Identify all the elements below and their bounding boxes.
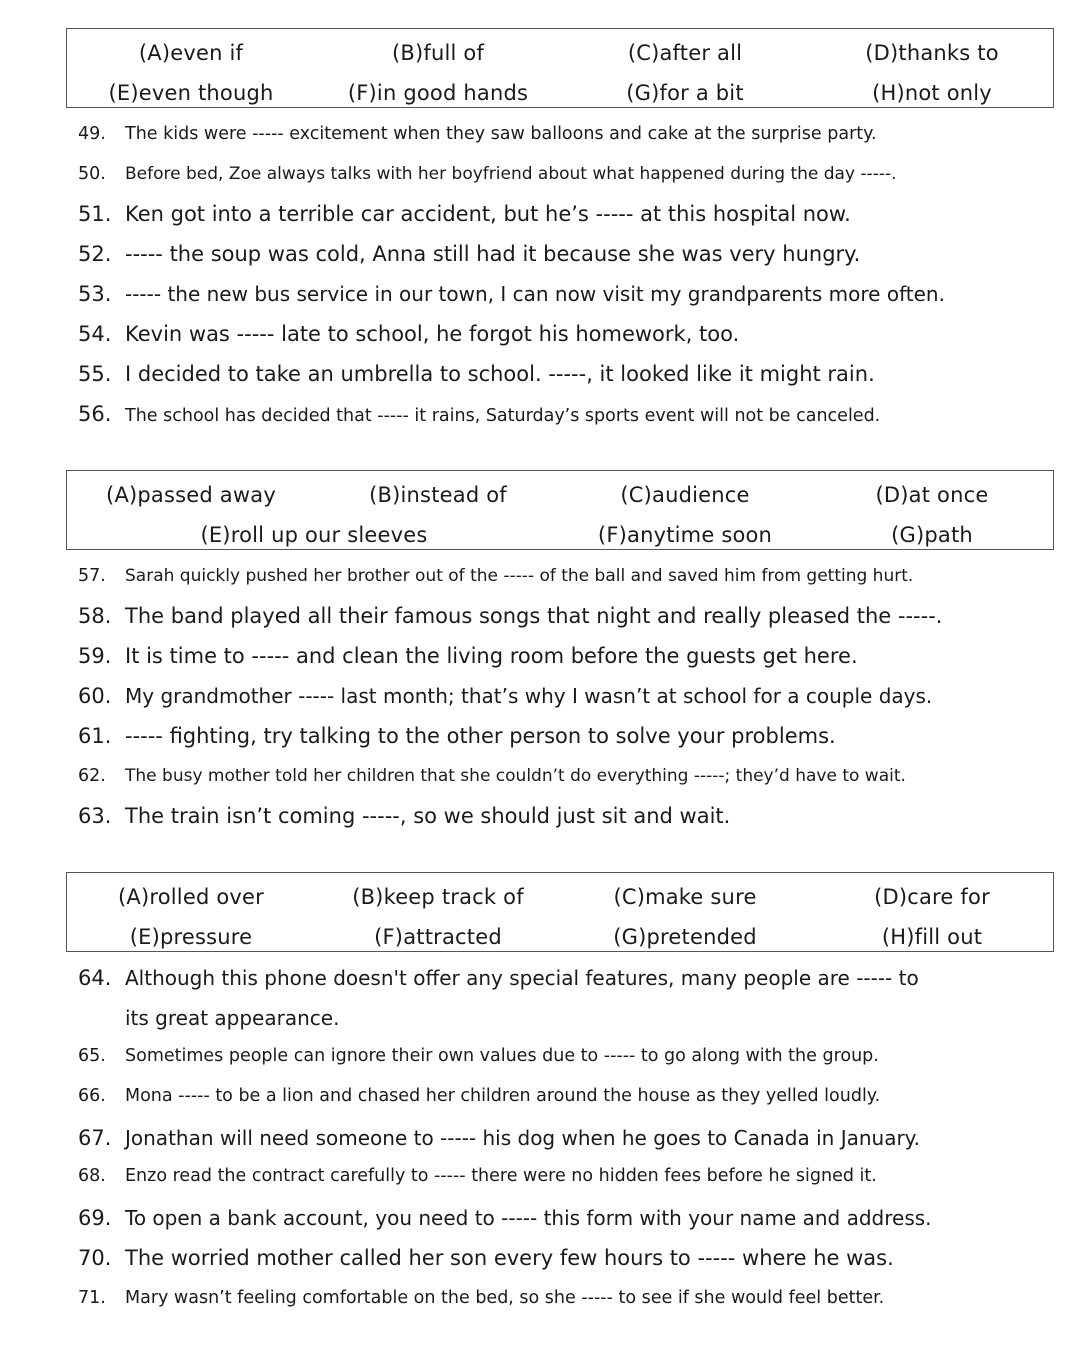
question-text: The school has decided that ----- it rains, Saturday’s sports event will not be canceled. bbox=[125, 406, 881, 426]
question-65 bbox=[78, 1046, 879, 1066]
question-number: 59. bbox=[78, 644, 112, 668]
question-56 bbox=[78, 402, 880, 426]
question-53 bbox=[78, 282, 945, 306]
question-63 bbox=[78, 804, 730, 828]
option-a: (A)passed away bbox=[106, 483, 276, 507]
question-number: 55. bbox=[78, 362, 112, 386]
option-h: (H)fill out bbox=[881, 925, 983, 949]
question-70 bbox=[78, 1246, 894, 1270]
question-number: 69. bbox=[78, 1206, 112, 1230]
question-66 bbox=[78, 1086, 880, 1106]
question-number: 56. bbox=[78, 402, 112, 426]
question-text: Mona ----- to be a lion and chased her children around the house as they yelled loudly. bbox=[125, 1086, 881, 1106]
question-number: 70. bbox=[78, 1246, 112, 1270]
question-60 bbox=[78, 684, 932, 708]
question-number: 61. bbox=[78, 724, 112, 748]
option-b: (B)keep track of bbox=[352, 885, 524, 909]
option-c: (C)make sure bbox=[613, 885, 757, 909]
question-text: Sometimes people can ignore their own values due to ----- to go along with the group. bbox=[125, 1046, 879, 1066]
question-text: its great appearance. bbox=[125, 1006, 340, 1030]
question-text: Enzo read the contract carefully to ----- there were no hidden fees before he signed it. bbox=[125, 1166, 877, 1186]
question-text: Ken got into a terrible car accident, but he’s ----- at this hospital now. bbox=[125, 202, 851, 226]
option-d: (D)at once bbox=[875, 483, 989, 507]
option-a: (A)even if bbox=[138, 41, 244, 65]
question-text: Mary wasn’t feeling comfortable on the bed, so she ----- to see if she would feel better. bbox=[125, 1288, 885, 1308]
question-text: Although this phone doesn't offer any special features, many people are ----- to bbox=[125, 966, 919, 990]
option-e: (E)roll up our sleeves bbox=[200, 523, 428, 547]
option-h: (H)not only bbox=[872, 81, 992, 105]
question-59 bbox=[78, 644, 858, 668]
question-number: 54. bbox=[78, 322, 112, 346]
question-text: The worried mother called her son every few hours to ----- where he was. bbox=[125, 1246, 894, 1270]
question-text: ----- the soup was cold, Anna still had it because she was very hungry. bbox=[125, 242, 861, 266]
question-text: ----- fighting, try talking to the other person to solve your problems. bbox=[125, 724, 836, 748]
question-62 bbox=[78, 766, 906, 786]
question-text: My grandmother ----- last month; that’s why I wasn’t at school for a couple days. bbox=[125, 684, 933, 708]
question-number: 53. bbox=[78, 282, 112, 306]
question-67 bbox=[78, 1126, 920, 1150]
question-text: Before bed, Zoe always talks with her boyfriend about what happened during the day -----. bbox=[125, 164, 897, 184]
question-55 bbox=[78, 362, 875, 386]
question-number: 67. bbox=[78, 1126, 112, 1150]
question-text: ----- the new bus service in our town, I can now visit my grandparents more often. bbox=[125, 282, 945, 306]
option-f: (F)attracted bbox=[374, 925, 502, 949]
option-e: (E)pressure bbox=[129, 925, 253, 949]
question-number: 65. bbox=[78, 1046, 106, 1066]
option-a: (A)rolled over bbox=[118, 885, 264, 909]
word-bank-box-1 bbox=[66, 28, 1054, 108]
word-bank-box-3 bbox=[66, 872, 1054, 952]
question-number: 62. bbox=[78, 766, 106, 786]
option-e: (E)even though bbox=[108, 81, 274, 105]
option-f: (F)anytime soon bbox=[597, 523, 773, 547]
question-number: 66. bbox=[78, 1086, 106, 1106]
question-text: To open a bank account, you need to ----- this form with your name and address. bbox=[125, 1206, 932, 1230]
question-text: I decided to take an umbrella to school. -----, it looked like it might rain. bbox=[125, 362, 875, 386]
question-64-continuation bbox=[78, 1006, 339, 1030]
question-number: 49. bbox=[78, 124, 106, 144]
option-c: (C)audience bbox=[620, 483, 750, 507]
question-text: It is time to ----- and clean the living room before the guests get here. bbox=[125, 644, 858, 668]
question-number: 57. bbox=[78, 566, 106, 586]
question-number: 50. bbox=[78, 164, 106, 184]
question-68 bbox=[78, 1166, 877, 1186]
question-text: Sarah quickly pushed her brother out of the ----- of the ball and saved him from getting hurt. bbox=[125, 566, 914, 586]
question-50 bbox=[78, 164, 897, 184]
option-d: (D)thanks to bbox=[865, 41, 999, 65]
question-text: The band played all their famous songs that night and really pleased the -----. bbox=[125, 604, 943, 628]
question-57 bbox=[78, 566, 913, 586]
question-71 bbox=[78, 1288, 884, 1308]
option-c: (C)after all bbox=[627, 41, 743, 65]
option-g: (G)for a bit bbox=[626, 81, 744, 105]
question-number: 63. bbox=[78, 804, 112, 828]
option-b: (B)full of bbox=[391, 41, 485, 65]
question-number: 58. bbox=[78, 604, 112, 628]
option-f: (F)in good hands bbox=[347, 81, 529, 105]
option-g: (G)pretended bbox=[613, 925, 757, 949]
question-text: Jonathan will need someone to ----- his dog when he goes to Canada in January. bbox=[125, 1126, 921, 1150]
question-number: 51. bbox=[78, 202, 112, 226]
option-b: (B)instead of bbox=[369, 483, 507, 507]
question-64 bbox=[78, 966, 919, 990]
question-number: 52. bbox=[78, 242, 112, 266]
question-text: Kevin was ----- late to school, he forgot his homework, too. bbox=[125, 322, 740, 346]
question-51 bbox=[78, 202, 851, 226]
question-text: The busy mother told her children that she couldn’t do everything -----; they’d have to wait. bbox=[125, 766, 906, 786]
question-text: The train isn’t coming -----, so we should just sit and wait. bbox=[125, 804, 731, 828]
word-bank-box-2 bbox=[66, 470, 1054, 550]
question-61 bbox=[78, 724, 836, 748]
question-69 bbox=[78, 1206, 932, 1230]
question-number: 64. bbox=[78, 966, 112, 990]
question-number: 71. bbox=[78, 1288, 106, 1308]
question-text: The kids were ----- excitement when they saw balloons and cake at the surprise party. bbox=[125, 124, 877, 144]
option-g: (G)path bbox=[891, 523, 973, 547]
question-58 bbox=[78, 604, 942, 628]
question-52 bbox=[78, 242, 860, 266]
option-d: (D)care for bbox=[874, 885, 990, 909]
question-49 bbox=[78, 124, 877, 144]
question-54 bbox=[78, 322, 739, 346]
question-number: 60. bbox=[78, 684, 112, 708]
question-number: 68. bbox=[78, 1166, 106, 1186]
